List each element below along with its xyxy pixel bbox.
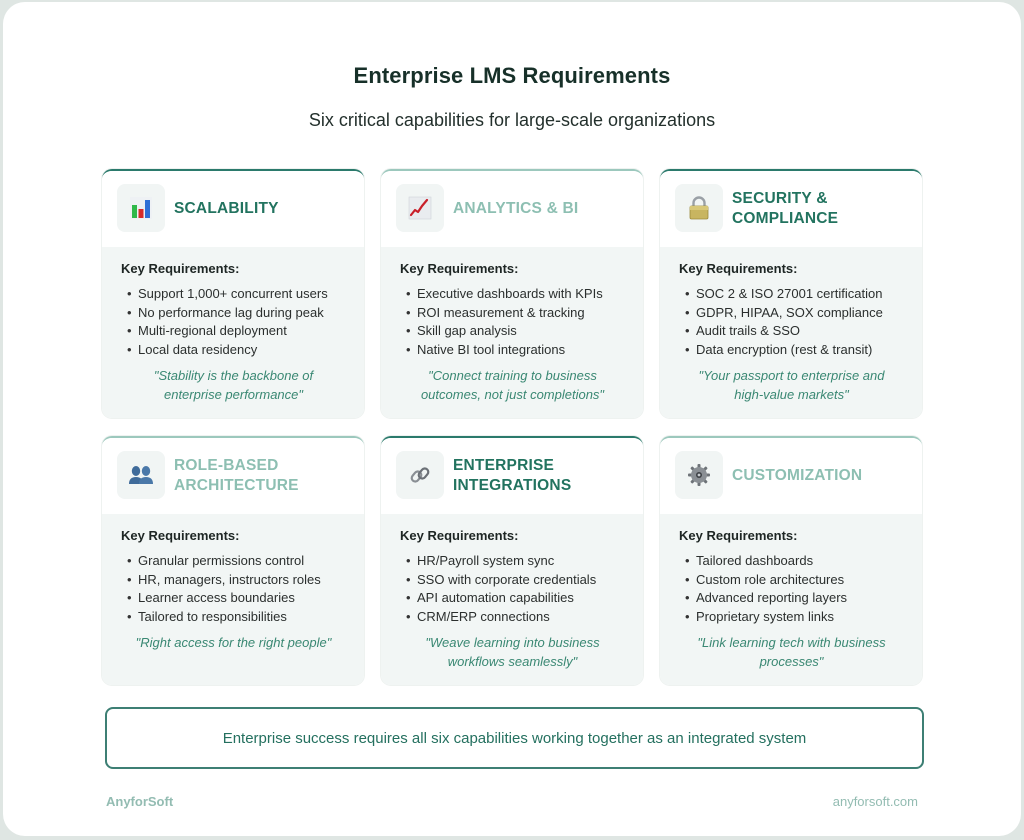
card-quote: "Weave learning into business workflows seamlessly" [425, 635, 600, 669]
list-item: • Audit trails & SSO [679, 322, 904, 341]
key-requirements-label: Key Requirements: [121, 528, 240, 543]
key-requirements-label: Key Requirements: [679, 528, 798, 543]
card-body [660, 514, 922, 685]
list-item: • SOC 2 & ISO 27001 certification [679, 285, 904, 304]
card-title: ENTERPRISE INTEGRATIONS [453, 457, 572, 494]
card-body [660, 247, 922, 418]
requirements-list [121, 552, 346, 626]
list-item: • SSO with corporate credentials [400, 571, 625, 590]
users-icon [117, 451, 165, 499]
card-title: ROLE-BASED ARCHITECTURE [174, 457, 299, 494]
card-body [381, 247, 643, 418]
list-item: • Tailored dashboards [679, 552, 904, 571]
list-item: • Advanced reporting layers [679, 589, 904, 608]
key-requirements-label: Key Requirements: [400, 261, 519, 276]
list-item: • Learner access boundaries [121, 589, 346, 608]
card-role-based-architecture [102, 436, 364, 685]
list-item: • API automation capabilities [400, 589, 625, 608]
footer-url: anyforsoft.com [832, 794, 918, 809]
card-header [381, 438, 643, 514]
card-header [102, 438, 364, 514]
footer-brand: AnyforSoft [106, 794, 174, 809]
requirements-list [400, 285, 625, 359]
key-requirements-label: Key Requirements: [679, 261, 798, 276]
requirements-list [121, 285, 346, 359]
card-header [660, 438, 922, 514]
list-item: • Native BI tool integrations [400, 341, 625, 360]
card-header [381, 171, 643, 247]
card-scalability [102, 169, 364, 418]
list-item: • CRM/ERP connections [400, 608, 625, 627]
card-title: ANALYTICS & BI [453, 200, 579, 217]
key-requirements-label: Key Requirements: [121, 261, 240, 276]
card-analytics [381, 169, 643, 418]
requirements-list [400, 552, 625, 626]
page-subtitle: Six critical capabilities for large-scale organizations [308, 110, 716, 130]
card-customization [660, 436, 922, 685]
list-item: • Proprietary system links [679, 608, 904, 627]
card-security-compliance [660, 169, 922, 418]
infographic-frame [3, 2, 1021, 836]
key-requirements-label: Key Requirements: [400, 528, 519, 543]
card-quote: "Connect training to business outcomes, not just completions" [420, 368, 605, 402]
requirements-list [679, 552, 904, 626]
list-item: • Granular permissions control [121, 552, 346, 571]
trend-chart-icon [396, 184, 444, 232]
list-item: • ROI measurement & tracking [400, 304, 625, 323]
list-item: • HR, managers, instructors roles [121, 571, 346, 590]
card-enterprise-integrations [381, 436, 643, 685]
bar-chart-icon [117, 184, 165, 232]
list-item: • Custom role architectures [679, 571, 904, 590]
summary-banner [105, 707, 924, 769]
card-body [381, 514, 643, 685]
card-quote: "Link learning tech with business processes" [697, 635, 886, 669]
card-body [102, 514, 364, 685]
lock-icon [675, 184, 723, 232]
card-quote: "Stability is the backbone of enterprise performance" [153, 368, 314, 402]
requirements-list [679, 285, 904, 359]
list-item: • Local data residency [121, 341, 346, 360]
list-item: • Support 1,000+ concurrent users [121, 285, 346, 304]
card-title: CUSTOMIZATION [732, 467, 863, 484]
card-body [102, 247, 364, 418]
list-item: • No performance lag during peak [121, 304, 346, 323]
card-quote: "Your passport to enterprise and high-value markets" [698, 368, 885, 402]
list-item: • Multi-regional deployment [121, 322, 346, 341]
card-title: SECURITY & COMPLIANCE [732, 190, 839, 227]
card-header [660, 171, 922, 247]
list-item: • Skill gap analysis [400, 322, 625, 341]
card-quote: "Right access for the right people" [135, 635, 332, 650]
page-title: Enterprise LMS Requirements [353, 63, 671, 88]
list-item: • Data encryption (rest & transit) [679, 341, 904, 360]
gear-icon [675, 451, 723, 499]
link-icon [396, 451, 444, 499]
list-item: • HR/Payroll system sync [400, 552, 625, 571]
list-item: • Executive dashboards with KPIs [400, 285, 625, 304]
card-title: SCALABILITY [174, 200, 279, 217]
summary-text: Enterprise success requires all six capabilities working together as an integrated system [222, 729, 807, 747]
list-item: • GDPR, HIPAA, SOX compliance [679, 304, 904, 323]
list-item: • Tailored to responsibilities [121, 608, 346, 627]
card-header [102, 171, 364, 247]
